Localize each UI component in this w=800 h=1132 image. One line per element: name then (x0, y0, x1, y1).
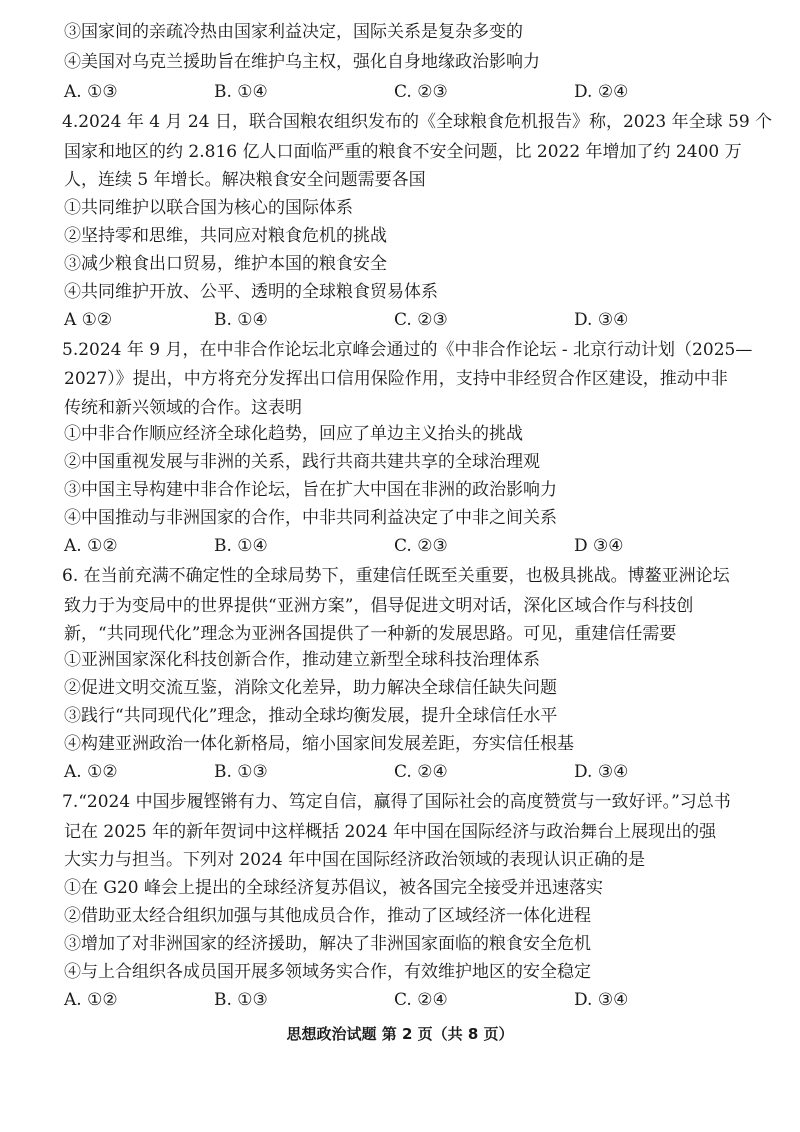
page-footer: 思想政治试题 第 2 页（共 8 页） (286, 1025, 514, 1043)
question-7-option-2: ②借助亚太经合组织加强与其他成员合作，推动了区域经济一体化进程 (64, 906, 591, 926)
choice-b: B. ①③ (214, 990, 268, 1010)
question-7-stem-3: 大实力与担当。下列对 2024 年中国在国际经济政治领域的表现认识正确的是 (64, 850, 646, 870)
question-6-option-4: ④构建亚洲政治一体化新格局，缩小国家间发展差距，夯实信任根基 (64, 734, 574, 754)
choice-a: A. ①③ (64, 82, 118, 102)
question-7-stem-1: 7.“2024 中国步履铿锵有力、笃定自信，赢得了国际社会的高度赞赏与一致好评。”习总书 (62, 792, 731, 812)
question-4-option-4: ④共同维护开放、公平、透明的全球粮食贸易体系 (64, 282, 438, 302)
choice-a: A. ①② (64, 990, 118, 1010)
question-7-stem-2: 记在 2025 年的新年贺词中这样概括 2024 年中国在国际经济与政治舞台上展现出的强 (64, 822, 717, 842)
choice-b: B. ①④ (214, 310, 268, 330)
choice-c: C. ②③ (394, 82, 448, 102)
question-5-option-2: ②中国重视发展与非洲的关系，践行共商共建共享的全球治理观 (64, 452, 540, 472)
choice-b: B. ①④ (214, 536, 268, 556)
choice-d: D. ②④ (574, 82, 629, 102)
choice-a: A ①② (64, 310, 113, 330)
question-4-option-3: ③减少粮食出口贸易，维护本国的粮食安全 (64, 254, 387, 274)
question-7-option-3: ③增加了对非洲国家的经济援助，解决了非洲国家面临的粮食安全危机 (64, 934, 591, 954)
question-6-stem-1: 6. 在当前充满不确定性的全球局势下，重建信任既至关重要，也极具挑战。博鳌亚洲论坛 (62, 566, 730, 586)
choice-b: B. ①④ (214, 82, 268, 102)
choice-c: C. ②③ (394, 310, 448, 330)
choice-c: C. ②④ (394, 990, 448, 1010)
question-5-stem-3: 传统和新兴领域的合作。这表明 (64, 398, 302, 418)
question-5-option-3: ③中国主导构建中非合作论坛，旨在扩大中国在非洲的政治影响力 (64, 480, 557, 500)
question-4-choices (64, 306, 764, 334)
choice-b: B. ①③ (214, 762, 268, 782)
choice-d: D ③④ (574, 536, 624, 556)
choice-a: A. ①② (64, 536, 118, 556)
question-6-option-1: ①亚洲国家深化科技创新合作，推动建立新型全球科技治理体系 (64, 650, 540, 670)
option-3: ③国家间的亲疏冷热由国家利益决定，国际关系是复杂多变的 (64, 22, 523, 42)
question-6-choices (64, 758, 764, 786)
choice-c: C. ②③ (394, 536, 448, 556)
choice-a: A. ①② (64, 762, 118, 782)
question-6-option-3: ③践行“共同现代化”理念，推动全球均衡发展，提升全球信任水平 (64, 706, 558, 726)
question-4-option-2: ②坚持零和思维，共同应对粮食危机的挑战 (64, 226, 387, 246)
choice-d: D. ③④ (574, 310, 629, 330)
option-4: ④美国对乌克兰援助旨在维护乌主权，强化自身地缘政治影响力 (64, 52, 540, 72)
question-4-option-1: ①共同维护以联合国为核心的国际体系 (64, 198, 353, 218)
question-4-stem-1: 4.2024 年 4 月 24 日，联合国粮农组织发布的《全球粮食危机报告》称，2023 年全球 59 个 (62, 112, 773, 132)
choice-d: D. ③④ (574, 762, 629, 782)
question-5-option-4: ④中国推动与非洲国家的合作，中非共同利益决定了中非之间关系 (64, 508, 557, 528)
question-5-choices (64, 532, 764, 560)
question-4-stem-3: 人，连续 5 年增长。解决粮食安全问题需要各国 (64, 170, 426, 190)
choice-d: D. ③④ (574, 990, 629, 1010)
answer-choices (64, 78, 764, 106)
question-7-choices (64, 986, 764, 1014)
choice-c: C. ②④ (394, 762, 448, 782)
question-5-option-1: ①中非合作顺应经济全球化趋势，回应了单边主义抬头的挑战 (64, 424, 523, 444)
question-6-option-2: ②促进文明交流互鉴，消除文化差异，助力解决全球信任缺失问题 (64, 678, 557, 698)
question-6-stem-3: 新，“共同现代化”理念为亚洲各国提供了一种新的发展思路。可见，重建信任需要 (64, 624, 677, 644)
question-5-stem-1: 5.2024 年 9 月，在中非合作论坛北京峰会通过的《中非合作论坛 - 北京行动计划（2025— (62, 340, 753, 360)
question-5-stem-2: 2027）》提出，中方将充分发挥出口信用保险作用，支持中非经贸合作区建设，推动中非 (64, 369, 728, 389)
question-4-stem-2: 国家和地区的约 2.816 亿人口面临严重的粮食不安全问题，比 2022 年增加了约 2400 万 (64, 142, 742, 162)
question-7-option-4: ④与上合组织各成员国开展多领域务实合作，有效维护地区的安全稳定 (64, 962, 591, 982)
question-7-option-1: ①在 G20 峰会上提出的全球经济复苏倡议，被各国完全接受并迅速落实 (64, 878, 604, 898)
question-6-stem-2: 致力于为变局中的世界提供“亚洲方案”，倡导促进文明对话，深化区域合作与科技创 (64, 596, 694, 616)
